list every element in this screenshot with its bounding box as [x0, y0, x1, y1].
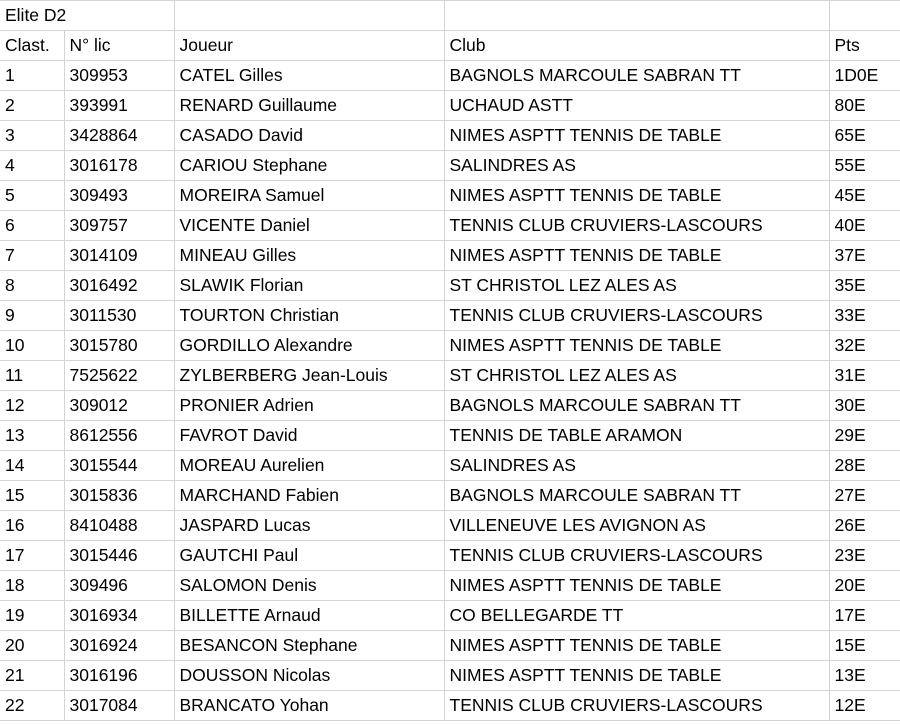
cell-points[interactable]: 55E — [829, 151, 900, 181]
cell-player[interactable]: RENARD Guillaume — [174, 91, 444, 121]
cell-rank[interactable]: 7 — [0, 241, 64, 271]
header-cell-club[interactable]: Club — [444, 31, 829, 61]
cell-player[interactable]: PRONIER Adrien — [174, 391, 444, 421]
cell-rank[interactable]: 2 — [0, 91, 64, 121]
cell-licence[interactable]: 309953 — [64, 61, 174, 91]
cell-licence[interactable]: 3015780 — [64, 331, 174, 361]
cell-licence[interactable]: 8612556 — [64, 421, 174, 451]
cell-club[interactable]: NIMES ASPTT TENNIS DE TABLE — [444, 571, 829, 601]
cell-points[interactable]: 30E — [829, 391, 900, 421]
table-row — [0, 451, 900, 481]
cell-player[interactable]: SALOMON Denis — [174, 571, 444, 601]
cell-club[interactable]: NIMES ASPTT TENNIS DE TABLE — [444, 631, 829, 661]
cell-rank[interactable]: 16 — [0, 511, 64, 541]
cell-licence[interactable]: 3015544 — [64, 451, 174, 481]
table-row — [0, 571, 900, 601]
cell-points[interactable]: 32E — [829, 331, 900, 361]
empty-cell[interactable] — [174, 1, 444, 31]
cell-rank[interactable]: 15 — [0, 481, 64, 511]
cell-rank[interactable]: 12 — [0, 391, 64, 421]
table-row — [0, 661, 900, 691]
cell-points[interactable]: 1D0E — [829, 61, 900, 91]
cell-player[interactable]: GORDILLO Alexandre — [174, 331, 444, 361]
table-row — [0, 121, 900, 151]
cell-points[interactable]: 80E — [829, 91, 900, 121]
cell-club[interactable]: NIMES ASPTT TENNIS DE TABLE — [444, 181, 829, 211]
cell-club[interactable]: BAGNOLS MARCOULE SABRAN TT — [444, 391, 829, 421]
table-row — [0, 481, 900, 511]
cell-points[interactable]: 45E — [829, 181, 900, 211]
cell-licence[interactable]: 3016196 — [64, 661, 174, 691]
cell-rank[interactable]: 4 — [0, 151, 64, 181]
cell-club[interactable]: TENNIS CLUB CRUVIERS-LASCOURS — [444, 691, 829, 721]
cell-licence[interactable]: 393991 — [64, 91, 174, 121]
cell-club[interactable]: NIMES ASPTT TENNIS DE TABLE — [444, 331, 829, 361]
header-cell-rank[interactable]: Clast. — [0, 31, 64, 61]
table-row — [0, 151, 900, 181]
cell-rank[interactable]: 14 — [0, 451, 64, 481]
cell-rank[interactable]: 6 — [0, 211, 64, 241]
cell-points[interactable]: 31E — [829, 361, 900, 391]
table-row — [0, 511, 900, 541]
table-row — [0, 631, 900, 661]
cell-club[interactable]: NIMES ASPTT TENNIS DE TABLE — [444, 241, 829, 271]
header-cell-licence[interactable]: N° lic — [64, 31, 174, 61]
cell-club[interactable]: UCHAUD ASTT — [444, 91, 829, 121]
cell-club[interactable]: TENNIS CLUB CRUVIERS-LASCOURS — [444, 541, 829, 571]
cell-player[interactable]: BRANCATO Yohan — [174, 691, 444, 721]
table-row — [0, 271, 900, 301]
cell-club[interactable]: BAGNOLS MARCOULE SABRAN TT — [444, 61, 829, 91]
cell-licence[interactable]: 3016492 — [64, 271, 174, 301]
cell-points[interactable]: 28E — [829, 451, 900, 481]
table-row — [0, 421, 900, 451]
cell-licence[interactable]: 3428864 — [64, 121, 174, 151]
cell-club[interactable]: TENNIS DE TABLE ARAMON — [444, 421, 829, 451]
table-row — [0, 691, 900, 721]
cell-rank[interactable]: 22 — [0, 691, 64, 721]
cell-rank[interactable]: 11 — [0, 361, 64, 391]
cell-rank[interactable]: 10 — [0, 331, 64, 361]
table-row — [0, 301, 900, 331]
table-row — [0, 601, 900, 631]
cell-player[interactable]: CARIOU Stephane — [174, 151, 444, 181]
cell-points[interactable]: 29E — [829, 421, 900, 451]
cell-points[interactable]: 13E — [829, 661, 900, 691]
table-row — [0, 181, 900, 211]
cell-licence[interactable]: 3015836 — [64, 481, 174, 511]
cell-licence[interactable]: 309012 — [64, 391, 174, 421]
cell-licence[interactable]: 309757 — [64, 211, 174, 241]
empty-cell[interactable] — [444, 1, 829, 31]
cell-rank[interactable]: 20 — [0, 631, 64, 661]
cell-points[interactable]: 23E — [829, 541, 900, 571]
cell-club[interactable]: SALINDRES AS — [444, 151, 829, 181]
cell-player[interactable]: MARCHAND Fabien — [174, 481, 444, 511]
cell-rank[interactable]: 17 — [0, 541, 64, 571]
cell-licence[interactable]: 3011530 — [64, 301, 174, 331]
cell-points[interactable]: 20E — [829, 571, 900, 601]
cell-player[interactable]: ZYLBERBERG Jean-Louis — [174, 361, 444, 391]
table-row — [0, 91, 900, 121]
empty-cell[interactable] — [829, 1, 900, 31]
cell-licence[interactable]: 3016178 — [64, 151, 174, 181]
cell-player[interactable]: CATEL Gilles — [174, 61, 444, 91]
header-row — [0, 31, 900, 61]
cell-licence[interactable]: 3016924 — [64, 631, 174, 661]
cell-rank[interactable]: 9 — [0, 301, 64, 331]
table-row — [0, 541, 900, 571]
cell-points[interactable]: 17E — [829, 601, 900, 631]
cell-points[interactable]: 37E — [829, 241, 900, 271]
table-row — [0, 391, 900, 421]
cell-rank[interactable]: 8 — [0, 271, 64, 301]
cell-licence[interactable]: 3015446 — [64, 541, 174, 571]
cell-player[interactable]: BILLETTE Arnaud — [174, 601, 444, 631]
cell-player[interactable]: MINEAU Gilles — [174, 241, 444, 271]
cell-club[interactable]: ST CHRISTOL LEZ ALES AS — [444, 271, 829, 301]
cell-rank[interactable]: 5 — [0, 181, 64, 211]
cell-points[interactable]: 12E — [829, 691, 900, 721]
cell-points[interactable]: 27E — [829, 481, 900, 511]
cell-club[interactable]: BAGNOLS MARCOULE SABRAN TT — [444, 481, 829, 511]
cell-licence[interactable]: 3014109 — [64, 241, 174, 271]
cell-licence[interactable]: 3016934 — [64, 601, 174, 631]
cell-rank[interactable]: 1 — [0, 61, 64, 91]
cell-points[interactable]: 65E — [829, 121, 900, 151]
cell-points[interactable]: 35E — [829, 271, 900, 301]
cell-points[interactable]: 40E — [829, 211, 900, 241]
cell-player[interactable]: BESANCON Stephane — [174, 631, 444, 661]
cell-rank[interactable]: 21 — [0, 661, 64, 691]
cell-club[interactable]: SALINDRES AS — [444, 451, 829, 481]
cell-player[interactable]: TOURTON Christian — [174, 301, 444, 331]
cell-player[interactable]: SLAWIK Florian — [174, 271, 444, 301]
cell-club[interactable]: CO BELLEGARDE TT — [444, 601, 829, 631]
cell-player[interactable]: FAVROT David — [174, 421, 444, 451]
cell-rank[interactable]: 13 — [0, 421, 64, 451]
title-row — [0, 1, 900, 31]
cell-player[interactable]: GAUTCHI Paul — [174, 541, 444, 571]
cell-licence[interactable]: 8410488 — [64, 511, 174, 541]
cell-player[interactable]: MOREIRA Samuel — [174, 181, 444, 211]
cell-player[interactable]: VICENTE Daniel — [174, 211, 444, 241]
cell-player[interactable]: CASADO David — [174, 121, 444, 151]
sheet-title-cell[interactable]: Elite D2 — [0, 1, 174, 31]
cell-player[interactable]: DOUSSON Nicolas — [174, 661, 444, 691]
header-cell-points[interactable]: Pts — [829, 31, 900, 61]
cell-points[interactable]: 15E — [829, 631, 900, 661]
cell-points[interactable]: 26E — [829, 511, 900, 541]
cell-club[interactable]: TENNIS CLUB CRUVIERS-LASCOURS — [444, 301, 829, 331]
table-row — [0, 211, 900, 241]
cell-points[interactable]: 33E — [829, 301, 900, 331]
table-row — [0, 241, 900, 271]
cell-rank[interactable]: 18 — [0, 571, 64, 601]
cell-licence[interactable]: 3017084 — [64, 691, 174, 721]
cell-rank[interactable]: 19 — [0, 601, 64, 631]
cell-club[interactable]: NIMES ASPTT TENNIS DE TABLE — [444, 661, 829, 691]
cell-club[interactable]: VILLENEUVE LES AVIGNON AS — [444, 511, 829, 541]
cell-rank[interactable]: 3 — [0, 121, 64, 151]
cell-club[interactable]: ST CHRISTOL LEZ ALES AS — [444, 361, 829, 391]
cell-player[interactable]: MOREAU Aurelien — [174, 451, 444, 481]
header-cell-player[interactable]: Joueur — [174, 31, 444, 61]
table-row — [0, 331, 900, 361]
cell-licence[interactable]: 7525622 — [64, 361, 174, 391]
cell-club[interactable]: NIMES ASPTT TENNIS DE TABLE — [444, 121, 829, 151]
cell-licence[interactable]: 309496 — [64, 571, 174, 601]
cell-player[interactable]: JASPARD Lucas — [174, 511, 444, 541]
table-row — [0, 361, 900, 391]
cell-club[interactable]: TENNIS CLUB CRUVIERS-LASCOURS — [444, 211, 829, 241]
cell-licence[interactable]: 309493 — [64, 181, 174, 211]
table-row — [0, 61, 900, 91]
